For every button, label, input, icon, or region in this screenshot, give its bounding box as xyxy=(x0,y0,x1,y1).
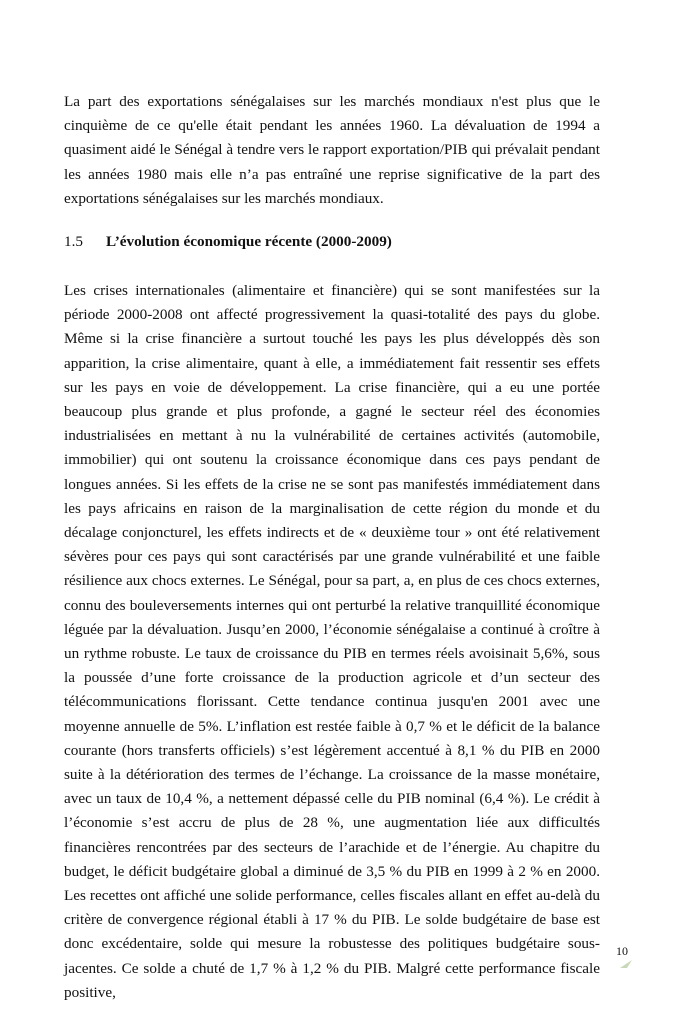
section-heading xyxy=(64,230,392,254)
page-corner-icon xyxy=(619,955,633,969)
section-number: 1.5 xyxy=(64,233,83,250)
page-number: 10 xyxy=(616,944,628,958)
body-paragraph: Les crises internationales (alimentaire et financière) qui se sont manifestées sur la période 2000-2008 ont affecté progressivement la quasi-totalité des pays du globe. Même si la crise financière a surtout touché les pays les plus développés dès son apparition, la crise alimentaire, quant à elle, a immédiatement fait ressentir ses effets sur les pays en voie de développement. La crise financière, qui a eu une portée beaucoup plus grande et plus profonde, a gagné le secteur réel des économies industrialisées en mettant à nu la vulnérabilité de certaines activités (automobile, immobilier) qui ont soutenu la croissance économique dans ces pays pendant de longues années. Si les effets de la crise ne se sont pas manifestés immédiatement dans les pays africains en raison de la marginalisation de cette région du monde et du décalage conjoncturel, les effets indirects et de « deuxième tour » ont été relativement sévères pour ces pays qui sont caractérisés par une grande vulnérabilité et une faible résilience aux chocs externes. Le Sénégal, pour sa part, a, en plus de ces chocs externes, connu des bouleversements internes qui ont perturbé la relative tranquillité économique léguée par la dévaluation. Jusqu’en 2000, l’économie sénégalaise a continué à croître à un rythme robuste. Le taux de croissance du PIB en termes réels avoisinait 5,6%, sous la poussée d’une forte croissance de la production agricole et d’un secteur des télécommunications florissant. Cette tendance continua jusqu'en 2001 avec une moyenne annuelle de 5%. L’inflation est restée faible à 0,7 % et le déficit de la balance courante (hors transferts officiels) s’est légèrement accentué à 8,1 % du PIB en 2000 suite à la détérioration des termes de l’échange. La croissance de la masse monétaire, avec un taux de 10,4 %, a nettement dépassé celle du PIB nominal (6,4 %). Le crédit à l’économie s’est accru de plus de 28 %, une augmentation liée aux difficultés financières rencontrées par des secteurs de l’arachide et de l’énergie. Au chapitre du budget, le déficit budgétaire global a diminué de 3,5 % du PIB en 1999 à 2 % en 2000. Les recettes ont affiché une solide performance, celles fiscales allant en effet au-delà du critère de convergence régional établi à 17 % du PIB. Le solde budgétaire de base est donc excédentaire, solde qui mesure la robustesse des politiques budgétaire sous-jacentes. Ce solde a chuté de 1,7 % à 1,2 % du PIB. Malgré cette performance fiscale positive, xyxy=(64,282,600,1001)
section-title: L’évolution économique récente (2000-2009) xyxy=(106,233,392,250)
intro-paragraph: La part des exportations sénégalaises sur les marchés mondiaux n'est plus que le cinquième de ce qu'elle était pendant les années 1960. La dévaluation de 1994 a quasiment aidé le Sénégal à tendre vers le rapport exportation/PIB qui prévalait pendant les années 1980 mais elle n’a pas entraîné une reprise significative de la part des exportations sénégalaises sur les marchés mondiaux. xyxy=(64,93,600,207)
